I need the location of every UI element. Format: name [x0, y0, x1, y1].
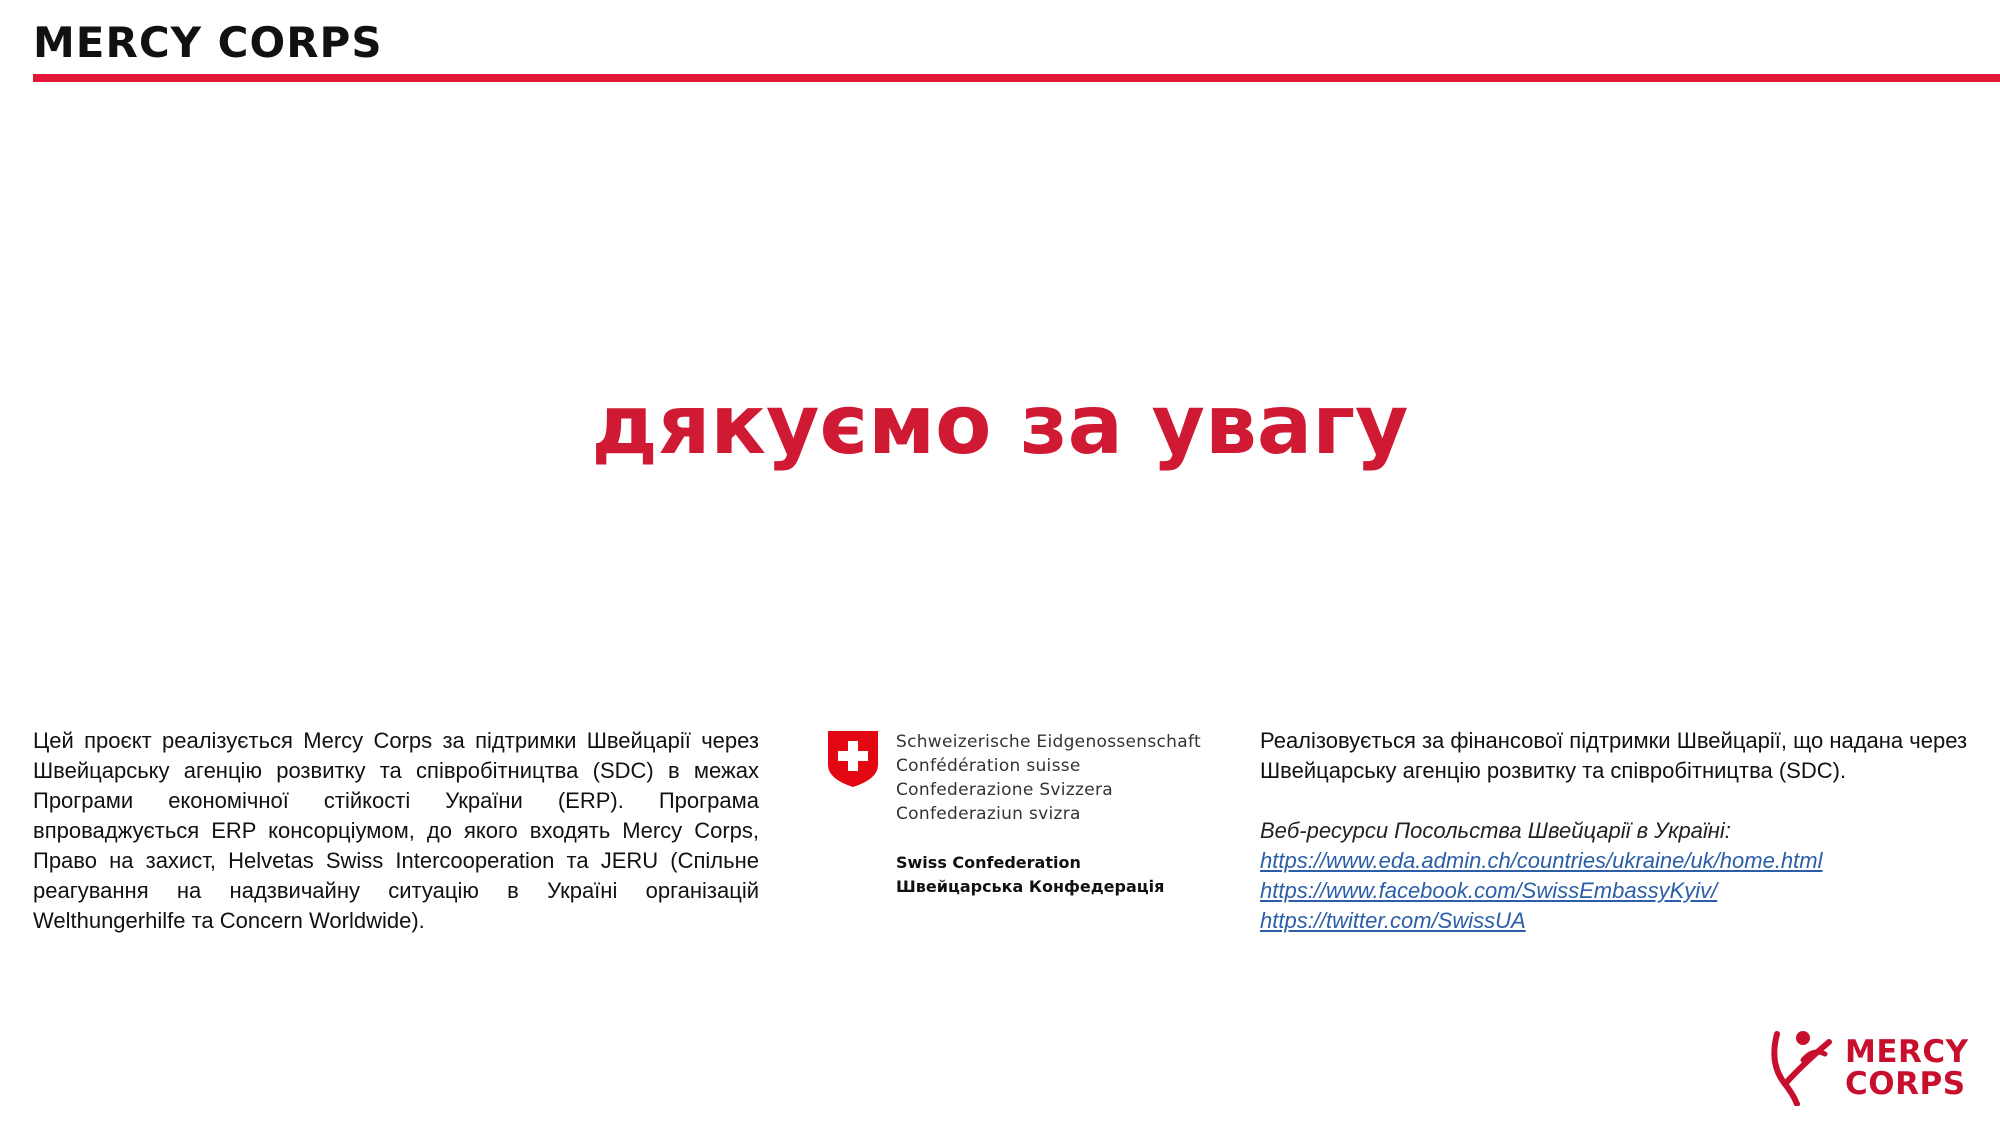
swiss-confederation-bilingual: [896, 851, 1164, 899]
swiss-flag-icon: [828, 731, 878, 787]
funding-info: [1260, 726, 1980, 936]
web-resources-label: Веб-ресурси Посольства Швейцарії в Україні:: [1260, 818, 1731, 843]
mercy-corps-logo-icon: [1763, 1024, 1835, 1106]
swiss-confederation-names: [896, 730, 1201, 826]
brand-wordmark: MERCY CORPS: [33, 18, 383, 67]
thank-you-headline: дякуємо за увагу: [591, 378, 1409, 473]
funding-statement: Реалізовується за фінансової підтримки Швейцарії, що надана через Швейцарську агенцію розвитку та співробітництва (SDC).: [1260, 728, 1968, 783]
link-facebook[interactable]: https://www.facebook.com/SwissEmbassyKyiv/: [1260, 878, 1718, 903]
project-description: Цей проєкт реалізується Mercy Corps за підтримки Швейцарії через Швейцарську агенцію розвитку та співробітництва (SDC) в межах Програми економічної стійкості України (ERP). Програма впроваджується ERP консорціумом, до якого входять Mercy Corps, Право на захист, Helvetas Swiss Intercooperation та JERU (Спільне реагування на надзвичайну ситуацію в Україні організацій Welthungerhilfe та Concern Worldwide).: [33, 728, 759, 933]
mercy-corps-logo: [1763, 1024, 1983, 1106]
logo-line-1: MERCY: [1845, 1034, 1969, 1070]
swiss-name-it: Confederazione Svizzera: [896, 780, 1114, 800]
swiss-name-fr: Confédération suisse: [896, 756, 1081, 776]
logo-line-2: CORPS: [1845, 1066, 1966, 1102]
link-eda-website[interactable]: https://www.eda.admin.ch/countries/ukraine/uk/home.html: [1260, 848, 1823, 873]
swiss-name-uk: Швейцарська Конфедерація: [896, 877, 1165, 896]
header-rule: [33, 74, 2000, 82]
swiss-name-rm: Confederaziun svizra: [896, 804, 1081, 824]
swiss-name-de: Schweizerische Eidgenossenschaft: [896, 732, 1201, 752]
swiss-name-en: Swiss Confederation: [896, 853, 1081, 872]
mercy-corps-logo-text: [1845, 1036, 1969, 1100]
link-twitter[interactable]: https://twitter.com/SwissUA: [1260, 908, 1526, 933]
